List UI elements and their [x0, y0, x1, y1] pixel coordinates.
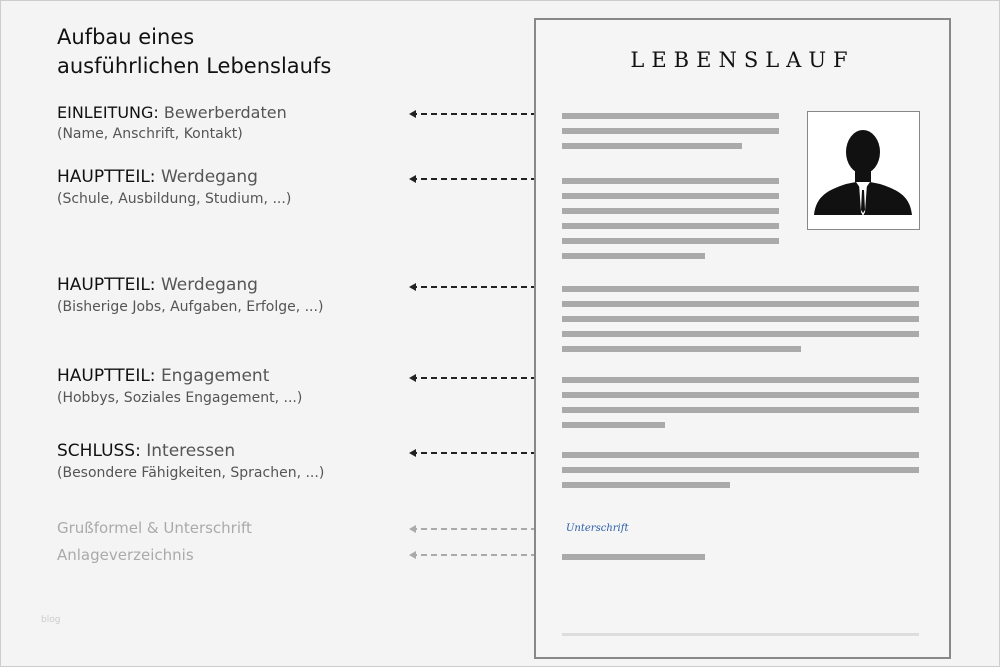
cv-title: LEBENSLAUF	[630, 48, 855, 72]
text-line	[562, 286, 919, 292]
arrow-icon	[411, 554, 547, 556]
section-engagement	[57, 366, 302, 406]
arrow-icon	[411, 528, 547, 530]
section-sub: (Hobbys, Soziales Engagement, ...)	[57, 390, 303, 406]
arrow-icon	[411, 286, 547, 288]
text-line	[562, 346, 801, 352]
section-einleitung	[57, 103, 287, 142]
person-icon	[808, 112, 919, 229]
section-schluss	[57, 441, 324, 481]
text-line	[562, 193, 779, 199]
watermark: blog	[41, 615, 61, 625]
section-sub: (Schule, Ausbildung, Studium, ...)	[57, 191, 292, 207]
section-label: HAUPTTEIL:	[57, 167, 156, 187]
attachments-label: Anlageverzeichnis	[57, 546, 194, 564]
text-line	[562, 377, 919, 383]
section-sub: (Name, Anschrift, Kontakt)	[57, 126, 243, 142]
section-value: Werdegang	[160, 275, 258, 295]
text-line	[562, 482, 730, 488]
text-line	[562, 223, 779, 229]
text-line	[562, 331, 919, 337]
section-label: SCHLUSS:	[57, 441, 141, 461]
arrow-icon	[411, 452, 547, 454]
text-line	[562, 253, 705, 259]
text-line	[562, 301, 919, 307]
section-label: HAUPTTEIL:	[57, 366, 156, 386]
text-line	[562, 128, 779, 134]
section-werdegang-jobs	[57, 275, 323, 315]
text-line	[562, 208, 779, 214]
section-label: EINLEITUNG:	[57, 103, 159, 122]
text-line	[562, 316, 919, 322]
text-line	[562, 238, 779, 244]
text-line	[562, 554, 705, 560]
text-line	[562, 422, 665, 428]
arrow-icon	[411, 113, 547, 115]
footer-line	[562, 633, 919, 636]
title-line-2: ausführlichen Lebenslaufs	[57, 54, 332, 78]
section-value: Engagement	[160, 366, 270, 386]
section-value: Bewerberdaten	[163, 103, 287, 122]
arrow-icon	[411, 377, 547, 379]
section-sub: (Bisherige Jobs, Aufgaben, Erfolge, ...)	[57, 299, 324, 315]
text-line	[562, 407, 919, 413]
closing-label: Grußformel & Unterschrift	[57, 519, 252, 537]
text-line	[562, 452, 919, 458]
section-value: Interessen	[146, 441, 236, 461]
text-line	[562, 178, 779, 184]
text-line	[562, 113, 779, 119]
section-sub: (Besondere Fähigkeiten, Sprachen, ...)	[57, 465, 325, 481]
arrow-icon	[411, 178, 547, 180]
cv-document	[534, 18, 951, 659]
section-werdegang-schule	[57, 167, 291, 207]
page-title	[57, 23, 331, 81]
section-label: HAUPTTEIL:	[57, 275, 156, 295]
profile-photo	[807, 111, 920, 230]
text-line	[562, 143, 742, 149]
section-value: Werdegang	[160, 167, 258, 187]
text-line	[562, 467, 919, 473]
title-line-1: Aufbau eines	[57, 25, 195, 49]
text-line	[562, 392, 919, 398]
signature: Unterschrift	[566, 523, 629, 534]
